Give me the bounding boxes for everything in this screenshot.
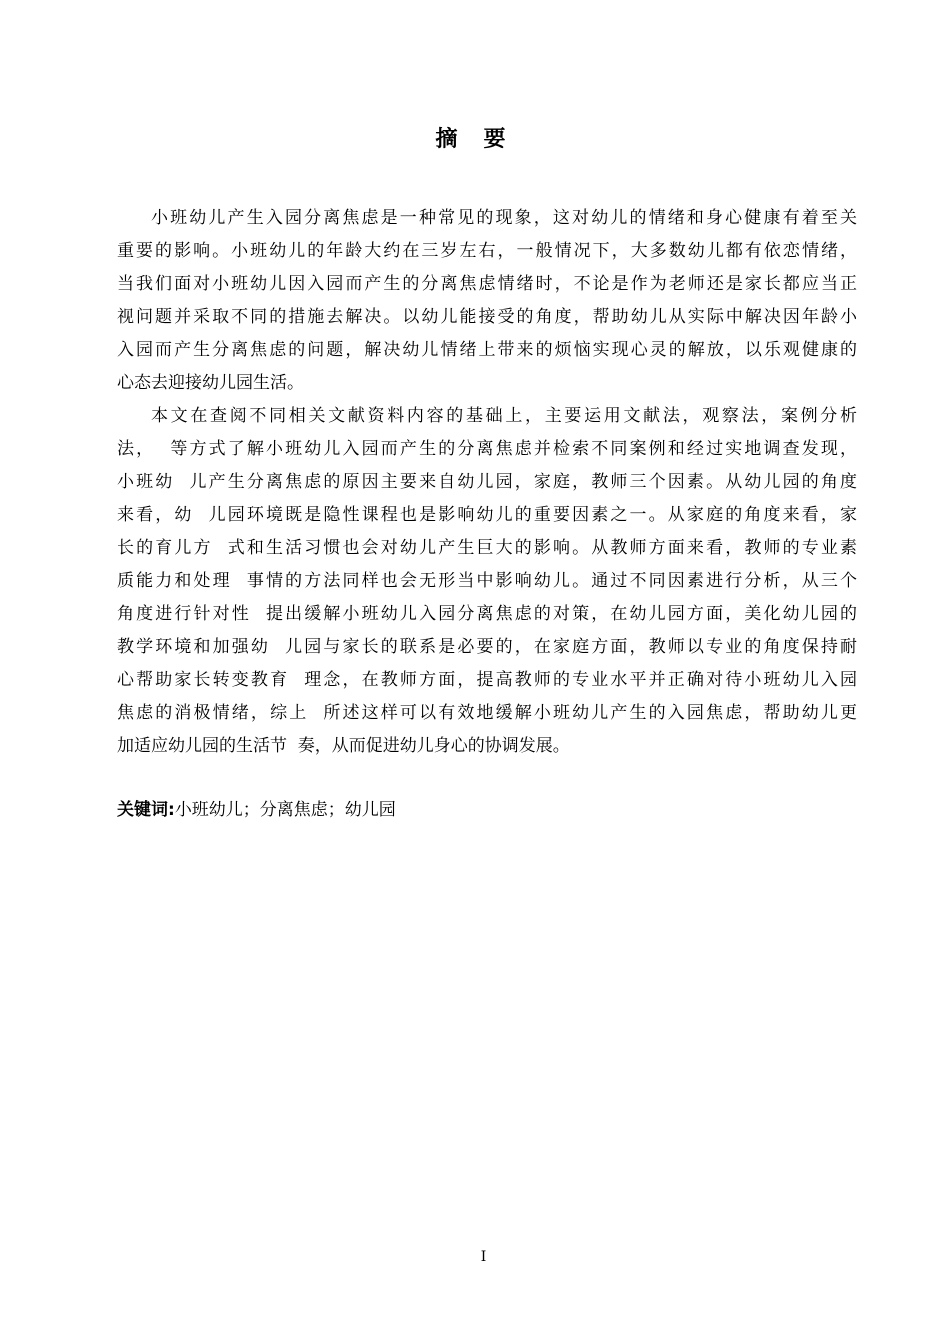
keywords-label: 关键词: [117, 800, 175, 820]
text-line: 心态去迎接幼儿园生活。 [117, 373, 304, 393]
text-line: 加适应幼儿园的生活节 奏，从而促进幼儿身心的协调发展。 [117, 736, 570, 756]
page-number: I [480, 1249, 487, 1265]
text-line: 重要的影响。小班幼儿的年龄大约在三岁左右，一般情况下，大多数幼儿都有依恋情绪， [117, 241, 857, 261]
text-line: 当我们面对小班幼儿因入园而产生的分离焦虑情绪时，不论是作为老师还是家长都应当正 [117, 274, 857, 294]
text-line: 质能力和处理 事情的方法同样也会无形当中影响幼儿。通过不同因素进行分析，从三个 [117, 571, 857, 591]
text-line: 法， 等方式了解小班幼儿入园而产生的分离焦虑并检索不同案例和经过实地调查发现， [117, 439, 857, 459]
keywords-value: 小班幼儿；分离焦虑；幼儿园 [174, 800, 396, 820]
text-line: 入园而产生分离焦虑的问题，解决幼儿情绪上带来的烦恼实现心灵的解放，以乐观健康的 [117, 340, 857, 360]
text-line: 来看，幼 儿园环境既是隐性课程也是影响幼儿的重要因素之一。从家庭的角度来看，家 [117, 505, 857, 525]
page-title: 摘要 [435, 126, 532, 152]
text-line: 焦虑的消极情绪，综上 所述这样可以有效地缓解小班幼儿产生的入园焦虑，帮助幼儿更 [117, 703, 857, 723]
text-line: 心帮助家长转变教育 理念，在教师方面，提高教师的专业水平并正确对待小班幼儿入园 [117, 670, 857, 690]
text-line: 教学环境和加强幼 儿园与家长的联系是必要的，在家庭方面，教师以专业的角度保持耐 [117, 637, 857, 657]
text-line: 视问题并采取不同的措施去解决。以幼儿能接受的角度，帮助幼儿从实际中解决因年龄小 [117, 307, 857, 327]
text-line: 长的育儿方 式和生活习惯也会对幼儿产生巨大的影响。从教师方面来看，教师的专业素 [117, 538, 857, 558]
text-line: 本文在查阅不同相关文献资料内容的基础上，主要运用文献法，观察法，案例分析 [151, 406, 857, 426]
text-line: 角度进行针对性 提出缓解小班幼儿入园分离焦虑的对策，在幼儿园方面，美化幼儿园的 [117, 604, 857, 624]
text-line: 小班幼 儿产生分离焦虑的原因主要来自幼儿园，家庭，教师三个因素。从幼儿园的角度 [117, 472, 857, 492]
keywords-line [117, 798, 396, 822]
text-line: 小班幼儿产生入园分离焦虑是一种常见的现象，这对幼儿的情绪和身心健康有着至关 [151, 208, 857, 228]
